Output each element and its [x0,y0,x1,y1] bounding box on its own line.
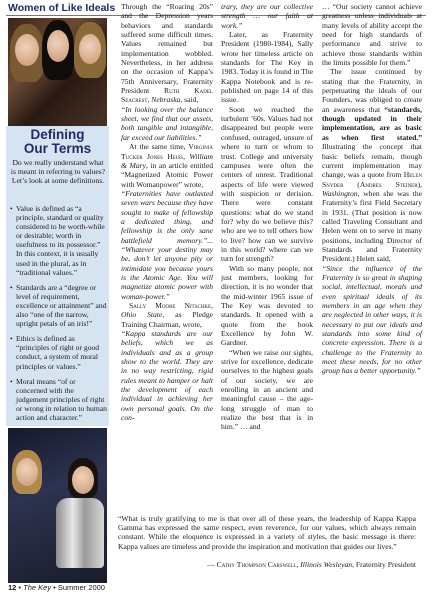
quote-seacrest: “In looking over the balance sheet, we find that our assets, both tangible and intangible, far exceed our liabilities.” [121,104,213,142]
trophy-image [56,498,104,568]
sidebar-intro: Do we really understand what is meant in referring to values? Let’s look at some definitions. [10,158,106,186]
page-footer: 12 • The Key • Summer 2000 [8,583,105,592]
quote-heiss: “Fraternities have outlasted seven wars because they have sought to make of fellowship a dedicated thing, and fellowship is the only sane battlefield memory.”... “Whatever your destiny may be, don’t let anyone pity or intimidate you because yours is the Atomic Age. You will magnetize atomic power with woman-power.” [121,188,213,301]
section-header: Women of Like Ideals [8,2,116,14]
quote-attribution: — Cathy Thompson Carswell, Illinois Wesleyan, Fraternity President [207,560,416,569]
definition-item: • Moral means “of or concerned with the judgement principles of right or wrong in relation to human action and character.” [10,377,107,422]
issue-date: Summer 2000 [57,583,105,592]
group-photo-top [8,18,107,126]
closing-quote: “What is truly gratifying to me is that over all of these years, the leadership of Kappa Kappa Gamma has expressed the same respect, even reverence, for our values, which always remain constant. While the eloquence is expressed in a variety of styles, the basic message is there: Kappa values are timeless and provide the inspiration and motivation that guides our lives.” [118,514,416,551]
article-column-3: … “Our society cannot achieve greatness unless individuals at many levels of ability accept the need for high standards of performance and strive to achieve those standards within the limits possible for them.” The issue continued by stating that the Fraternity, in perpetuating the ideals of our Founders, was obliged to create an awareness that “standards, though updated in their implementation, are as basic as when first stated.” Illustrating the concept that basic beliefs remain, though current implementation may change, was a quote from Helen Snyder (Andres Steiner), Washington, when she was the Fraternity’s first Field Secretary in 1931. (That position is now called Traveling Consultant and Helen went on to serve in many positions, including Director of Standards and Fraternity President.) Helen said, “Since the influence of the Fraternity is so great in shaping social, intellectual, morals and even spiritual ideals of its members in an age when they are neglected in other ways, it is necessary to put our ideals and standards into some kind of concrete expression. There is a challenge to the Fraternity to meet these needs, for no other group has a better opportunity.” [322,2,422,376]
page-number: 12 [8,583,17,592]
group-photo-bottom [8,428,107,583]
sidebar-title: Defining Our Terms [23,127,92,156]
quote-nitschke: “Kappa standards are our beliefs, which we as individuals and as a group show to the world. They are in no way restricting, rigid rules meant to hamper or halt the development of each individual in achieving her own personal goals. On the con- [121,329,213,423]
article-column-1: Through the “Roaring 20s” and the Depression years behaviors and standards suffered some difficult times. Values remained but implementation wobbled. Nevertheless, in her address on the occasion of Kappa’s 75th Anniversary, Fraternity President Ruth Kadel Seacrest, Nebraska, said, “In looking over the balance sheet, we find that our assets, both tangible and intangible, far exceed our liabilities.” At the same time, Virginia Tucker Jones Heiss, William & Mary, in an article entitled “Magnetized Atomic Power with Womanpower” wrote, “Fraternities have outlasted seven wars because they have sought to make of fellowship a dedicated thing, and fellowship is the only sane battlefield memory.”... “Whatever your destiny may be, don’t let anyone pity or intimidate you because yours is the Atomic Age. You will magnetize atomic power with woman-power.” Sally Moore Nitschke, Ohio State, as Pledge Training Chairman, wrote, “Kappa standards are our beliefs, which we as individuals and as a group show to the world. They are in no way restricting, rigid rules meant to hamper or halt the development of each individual in achieving her own personal goals. On the con- [121,2,214,423]
definition-item: • Value is defined as “a principle, standard or quality considered to be worth-while or desirable; worth in usefulness to its possessor.” In this context, it is usually used in the plural, as in “traditional values.” [10,204,107,277]
publication-name: The Key [23,583,52,592]
definition-item: • Ethics is defined as “principles of right or good conduct, a system of moral principles or values.” [10,334,107,370]
definition-item: • Standards are a “degree or level of requirement, excellence or attainment” and also “one of the narrow, upright petals of an iris!” [10,283,107,328]
article-column-2: trary, they are our collective strength … our faith at work.” Later, as Fraternity President (1980-1984), Sally wrote her timeless article on standards for The Key in 1983. Today it is found in The Kappa Notebook and is re-published on page 14 of this issue. Soon we reached the turbulent ’60s. Values had not disappeared but people were confused, outraged, unsure of where to turn or whom to trust. College and university campuses were often the centers of unrest. Traditional aspects of life were viewed with suspicion or derision. There were constant questions: what do we stand for? why do we believe this? who are we to tell others how to live? how can we survive in this world? where can we turn for strength? With so many people, not just members, looking for direction, it is no wonder that the mid-winter 1965 issue of The Key was devoted to standards. It opened with a quote from the book Excellence by John W. Gardner. “When we raise our sights, strive for excellence, dedicate ourselves to the highest goals of our society, we are enrolling in an ancient and meaningful cause – the age-long struggle of man to realize the best that is in him.” … and [221,2,313,432]
definitions-list [10,204,107,428]
quote-snyder: “Since the influence of the Fraternity is so great in shaping social, intellectual, morals and even spiritual ideals of its members in an age when they are neglected in other ways, it is necessary to put our ideals and standards into some kind of concrete expression. There is a challenge to the Fraternity to meet these needs, for no other group has a better opportunity.” [322,263,422,376]
